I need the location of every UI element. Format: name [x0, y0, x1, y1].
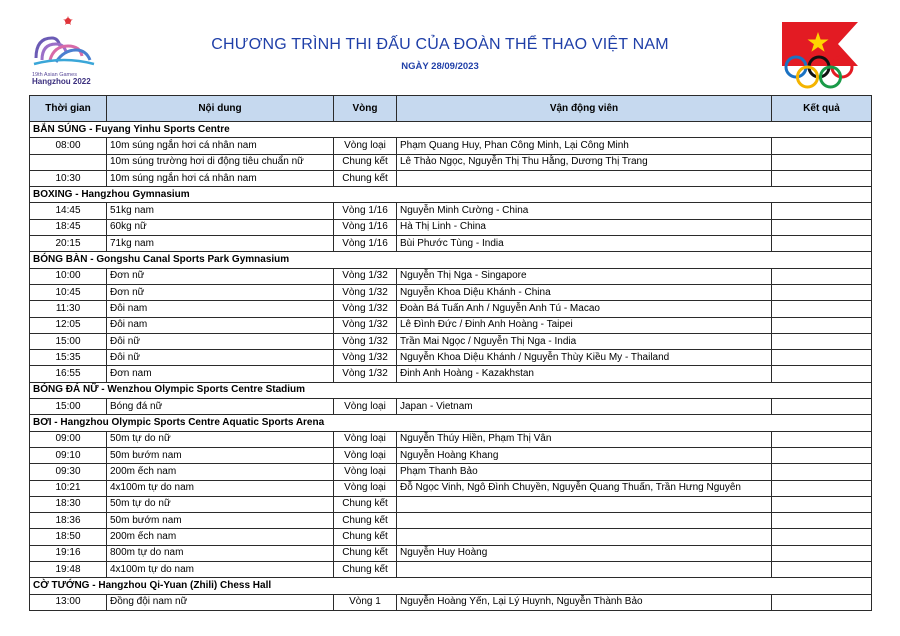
- athletes-cell: Nguyễn Thị Nga - Singapore: [397, 268, 772, 284]
- athletes-cell: [397, 513, 772, 529]
- table-row: [30, 562, 872, 578]
- time-cell: 15:35: [30, 350, 107, 366]
- asian-games-logo: [24, 14, 104, 94]
- time-cell: 15:00: [30, 399, 107, 415]
- table-row: [30, 447, 872, 463]
- table-row: [30, 529, 872, 545]
- event-cell: 50m bướm nam: [107, 447, 334, 463]
- event-cell: 800m tự do nam: [107, 545, 334, 561]
- section-title: BÓNG BÀN - Gongshu Canal Sports Park Gymnasium: [30, 252, 872, 268]
- round-cell: Vòng loại: [334, 138, 397, 154]
- result-cell: [772, 545, 872, 561]
- round-cell: Vòng 1/16: [334, 236, 397, 252]
- result-cell: [772, 496, 872, 512]
- round-cell: Vòng 1/16: [334, 219, 397, 235]
- result-cell: [772, 301, 872, 317]
- table-row: [30, 480, 872, 496]
- athletes-cell: Đinh Anh Hoàng - Kazakhstan: [397, 366, 772, 382]
- section-row: [30, 415, 872, 431]
- round-cell: Vòng 1/32: [334, 350, 397, 366]
- athletes-cell: [397, 496, 772, 512]
- round-cell: Vòng 1: [334, 594, 397, 610]
- athletes-cell: Đoàn Bá Tuấn Anh / Nguyễn Anh Tú - Macao: [397, 301, 772, 317]
- round-cell: Vòng loại: [334, 464, 397, 480]
- athletes-cell: Japan - Vietnam: [397, 399, 772, 415]
- section-title: BẮN SÚNG - Fuyang Yinhu Sports Centre: [30, 122, 872, 138]
- event-cell: 50m tự do nữ: [107, 496, 334, 512]
- logo-caption-line2: Hangzhou 2022: [32, 77, 91, 87]
- time-cell: 09:30: [30, 464, 107, 480]
- event-cell: Đơn nữ: [107, 284, 334, 300]
- result-cell: [772, 447, 872, 463]
- athletes-cell: Nguyễn Huy Hoàng: [397, 545, 772, 561]
- table-row: [30, 399, 872, 415]
- column-header-athletes: Vận động viên: [397, 96, 772, 122]
- time-cell: 08:00: [30, 138, 107, 154]
- event-cell: Đôi nữ: [107, 350, 334, 366]
- round-cell: Chung kết: [334, 529, 397, 545]
- result-cell: [772, 219, 872, 235]
- event-cell: 10m súng trường hơi di động tiêu chuẩn nữ: [107, 154, 334, 170]
- time-cell: 18:36: [30, 513, 107, 529]
- event-cell: 200m ếch nam: [107, 464, 334, 480]
- round-cell: Vòng 1/32: [334, 317, 397, 333]
- event-cell: Đơn nam: [107, 366, 334, 382]
- olympic-rings-flag-icon: [780, 20, 862, 92]
- time-cell: 18:50: [30, 529, 107, 545]
- schedule-body: [30, 122, 872, 611]
- section-row: [30, 578, 872, 594]
- time-cell: 10:00: [30, 268, 107, 284]
- event-cell: 10m súng ngắn hơi cá nhân nam: [107, 170, 334, 186]
- table-row: [30, 268, 872, 284]
- result-cell: [772, 350, 872, 366]
- logo-caption-line1: 19th Asian Games: [32, 72, 77, 78]
- result-cell: [772, 268, 872, 284]
- round-cell: Vòng loại: [334, 480, 397, 496]
- event-cell: Đồng đội nam nữ: [107, 594, 334, 610]
- athletes-cell: Đỗ Ngọc Vinh, Ngô Đình Chuyền, Nguyễn Quang Thuấn, Trần Hưng Nguyên: [397, 480, 772, 496]
- result-cell: [772, 170, 872, 186]
- round-cell: Vòng loại: [334, 447, 397, 463]
- time-cell: 10:45: [30, 284, 107, 300]
- time-cell: 09:00: [30, 431, 107, 447]
- event-cell: 50m tự do nữ: [107, 431, 334, 447]
- time-cell: 18:30: [30, 496, 107, 512]
- event-cell: Bóng đá nữ: [107, 399, 334, 415]
- time-cell: 20:15: [30, 236, 107, 252]
- event-cell: 50m bướm nam: [107, 513, 334, 529]
- result-cell: [772, 594, 872, 610]
- table-row: [30, 301, 872, 317]
- round-cell: Vòng 1/16: [334, 203, 397, 219]
- table-row: [30, 284, 872, 300]
- table-row: [30, 219, 872, 235]
- round-cell: Chung kết: [334, 154, 397, 170]
- athletes-cell: Trần Mai Ngọc / Nguyễn Thị Nga - India: [397, 333, 772, 349]
- athletes-cell: Phạm Quang Huy, Phan Công Minh, Lại Công Minh: [397, 138, 772, 154]
- result-cell: [772, 154, 872, 170]
- result-cell: [772, 513, 872, 529]
- table-row: [30, 203, 872, 219]
- round-cell: Chung kết: [334, 170, 397, 186]
- section-title: BOXING - Hangzhou Gymnasium: [30, 187, 872, 203]
- table-row: [30, 366, 872, 382]
- time-cell: 19:16: [30, 545, 107, 561]
- column-header-result: Kết quả: [772, 96, 872, 122]
- table-row: [30, 464, 872, 480]
- time-cell: 09:10: [30, 447, 107, 463]
- table-row: [30, 350, 872, 366]
- time-cell: 18:45: [30, 219, 107, 235]
- result-cell: [772, 399, 872, 415]
- section-row: [30, 382, 872, 398]
- athletes-cell: Nguyễn Minh Cường - China: [397, 203, 772, 219]
- result-cell: [772, 138, 872, 154]
- athletes-cell: [397, 170, 772, 186]
- round-cell: Vòng 1/32: [334, 333, 397, 349]
- athletes-cell: [397, 562, 772, 578]
- athletes-cell: Nguyễn Thúy Hiền, Phạm Thị Vân: [397, 431, 772, 447]
- table-row: [30, 545, 872, 561]
- round-cell: Chung kết: [334, 562, 397, 578]
- result-cell: [772, 317, 872, 333]
- event-cell: 4x100m tự do nam: [107, 480, 334, 496]
- time-cell: 19:48: [30, 562, 107, 578]
- schedule-table: [29, 95, 872, 611]
- time-cell: 12:05: [30, 317, 107, 333]
- event-cell: Đơn nữ: [107, 268, 334, 284]
- athletes-cell: Nguyễn Khoa Diệu Khánh / Nguyễn Thùy Kiều My - Thailand: [397, 350, 772, 366]
- athletes-cell: [397, 529, 772, 545]
- athletes-cell: Hà Thị Linh - China: [397, 219, 772, 235]
- result-cell: [772, 529, 872, 545]
- athletes-cell: Nguyễn Hoàng Yến, Lại Lý Huynh, Nguyễn Thành Bảo: [397, 594, 772, 610]
- round-cell: Chung kết: [334, 513, 397, 529]
- table-row: [30, 170, 872, 186]
- event-cell: Đôi nam: [107, 317, 334, 333]
- column-header-time: Thời gian: [30, 96, 107, 122]
- round-cell: Vòng loại: [334, 431, 397, 447]
- athletes-cell: Nguyễn Khoa Diệu Khánh - China: [397, 284, 772, 300]
- event-cell: 51kg nam: [107, 203, 334, 219]
- athletes-cell: Lê Đình Đức / Đinh Anh Hoàng - Taipei: [397, 317, 772, 333]
- event-cell: 200m ếch nam: [107, 529, 334, 545]
- event-cell: 71kg nam: [107, 236, 334, 252]
- time-cell: 15:00: [30, 333, 107, 349]
- time-cell: 11:30: [30, 301, 107, 317]
- table-row: [30, 154, 872, 170]
- time-cell: 13:00: [30, 594, 107, 610]
- time-cell: 14:45: [30, 203, 107, 219]
- athletes-cell: Bùi Phước Tùng - India: [397, 236, 772, 252]
- event-cell: 60kg nữ: [107, 219, 334, 235]
- event-cell: 10m súng ngắn hơi cá nhân nam: [107, 138, 334, 154]
- column-header-event: Nội dung: [107, 96, 334, 122]
- result-cell: [772, 284, 872, 300]
- time-cell: 10:21: [30, 480, 107, 496]
- schedule-date: NGÀY 28/09/2023: [401, 61, 479, 72]
- time-cell: 16:55: [30, 366, 107, 382]
- page-title: CHƯƠNG TRÌNH THI ĐẤU CỦA ĐOÀN THỂ THAO VIỆT NAM: [211, 36, 669, 53]
- round-cell: Vòng 1/32: [334, 268, 397, 284]
- table-row: [30, 236, 872, 252]
- time-cell: 10:30: [30, 170, 107, 186]
- result-cell: [772, 333, 872, 349]
- section-title: BÓNG ĐÁ NỮ - Wenzhou Olympic Sports Centre Stadium: [30, 382, 872, 398]
- round-cell: Vòng 1/32: [334, 284, 397, 300]
- athletes-cell: Nguyễn Hoàng Khang: [397, 447, 772, 463]
- round-cell: Chung kết: [334, 545, 397, 561]
- result-cell: [772, 236, 872, 252]
- result-cell: [772, 203, 872, 219]
- section-row: [30, 252, 872, 268]
- result-cell: [772, 480, 872, 496]
- event-cell: Đôi nữ: [107, 333, 334, 349]
- table-row: [30, 431, 872, 447]
- section-row: [30, 187, 872, 203]
- athletes-cell: Phạm Thanh Bảo: [397, 464, 772, 480]
- round-cell: Chung kết: [334, 496, 397, 512]
- table-row: [30, 496, 872, 512]
- section-title: CỜ TƯỚNG - Hangzhou Qi-Yuan (Zhili) Chess Hall: [30, 578, 872, 594]
- table-row: [30, 138, 872, 154]
- result-cell: [772, 366, 872, 382]
- section-title: BƠI - Hangzhou Olympic Sports Centre Aquatic Sports Arena: [30, 415, 872, 431]
- vietnam-olympic-logo: [780, 20, 862, 92]
- result-cell: [772, 431, 872, 447]
- table-row: [30, 594, 872, 610]
- table-header-row: [30, 96, 872, 122]
- result-cell: [772, 562, 872, 578]
- round-cell: Vòng 1/32: [334, 366, 397, 382]
- time-cell: [30, 154, 107, 170]
- athletes-cell: Lê Thảo Ngọc, Nguyễn Thị Thu Hằng, Dương Thị Trang: [397, 154, 772, 170]
- round-cell: Vòng loại: [334, 399, 397, 415]
- section-row: [30, 122, 872, 138]
- table-row: [30, 333, 872, 349]
- document-header: [0, 0, 900, 95]
- table-row: [30, 317, 872, 333]
- table-row: [30, 513, 872, 529]
- event-cell: Đôi nam: [107, 301, 334, 317]
- column-header-round: Vòng: [334, 96, 397, 122]
- round-cell: Vòng 1/32: [334, 301, 397, 317]
- event-cell: 4x100m tự do nam: [107, 562, 334, 578]
- result-cell: [772, 464, 872, 480]
